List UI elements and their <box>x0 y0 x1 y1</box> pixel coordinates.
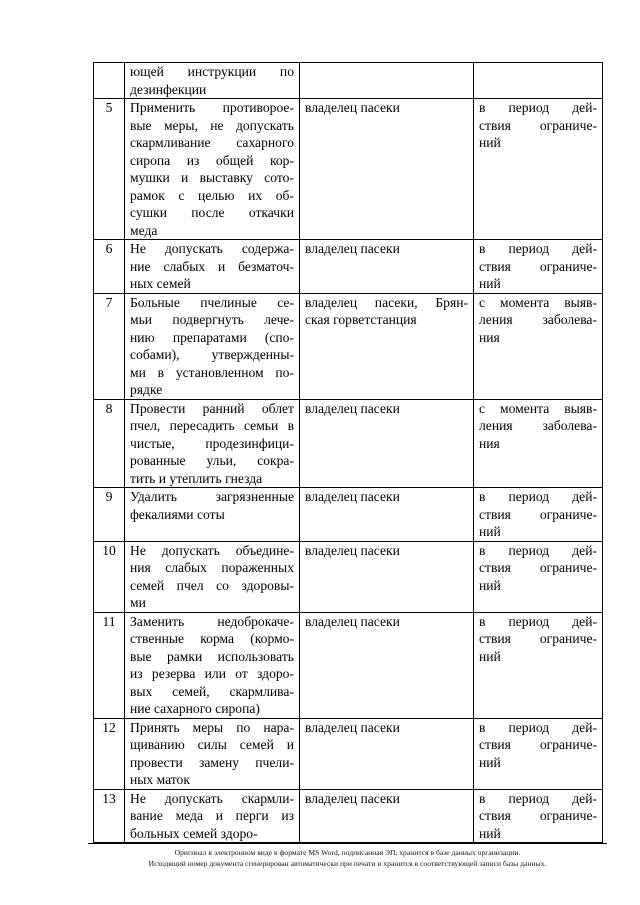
measure-line: дезинфекции <box>130 81 207 97</box>
measure-line: тить и утеплить гнезда <box>130 470 263 486</box>
measure-line: больных семей здоро- <box>130 825 258 841</box>
term-line: ления заболева- <box>479 312 597 327</box>
responsible-line: владелец пасеки <box>305 790 400 806</box>
measure-cell <box>125 63 300 99</box>
term-cell <box>474 293 603 399</box>
measure-line: ных семей <box>130 276 191 291</box>
measure-cell <box>125 718 300 789</box>
measure-cell <box>125 293 300 399</box>
measure-line: чистые, продезинфици- <box>130 435 294 451</box>
term-line: ний <box>479 135 501 150</box>
measure-line: ми <box>130 595 146 610</box>
responsible-cell <box>300 541 474 612</box>
term-cell <box>474 488 603 542</box>
footer-note-number: Исходящий номер документа сгенерирован автоматически при печати и хранится в соответствующей записи базы данных. <box>148 859 547 868</box>
term-cell <box>474 718 603 789</box>
term-line: ствия ограниче- <box>479 737 597 752</box>
term-line: ствия ограниче- <box>479 560 597 575</box>
responsible-cell <box>300 718 474 789</box>
measure-line: скармливание сахарного <box>130 135 294 150</box>
row-number: 12 <box>94 718 125 789</box>
row-number: 9 <box>94 488 125 542</box>
term-cell <box>474 612 603 718</box>
term-line: с момента выяв- <box>479 294 597 310</box>
table-row <box>94 789 603 843</box>
term-line: в период дей- <box>479 542 597 558</box>
measure-line: Применить противорое- <box>130 100 294 115</box>
measure-line: Удалить загрязненные <box>130 489 294 504</box>
measure-line: Принять меры по нара- <box>130 719 294 735</box>
measure-line: Не допускать объедине- <box>130 542 294 558</box>
measure-line: ных маток <box>130 772 190 787</box>
term-cell <box>474 240 603 294</box>
term-cell <box>474 789 603 843</box>
measure-line: вые рамки использовать <box>130 648 294 664</box>
term-line: ний <box>479 577 501 593</box>
term-line: в период дей- <box>479 241 597 256</box>
row-number: 13 <box>94 789 125 843</box>
term-line: ния <box>479 329 500 345</box>
responsible-cell <box>300 612 474 718</box>
term-line: ний <box>479 825 501 841</box>
measures-table <box>93 62 603 843</box>
measure-line: из резерва или от здоро- <box>130 666 294 681</box>
term-line: в период дей- <box>479 613 597 629</box>
measure-line: ми в установленном по- <box>130 364 294 380</box>
responsible-line: владелец пасеки <box>305 400 400 416</box>
measure-line: вание меда и перги из <box>130 808 294 823</box>
measure-line: вых семей, скармлива- <box>130 683 294 699</box>
measure-cell <box>125 99 300 240</box>
row-number: 11 <box>94 612 125 718</box>
measure-line: нию препаратами (спо- <box>130 329 294 345</box>
responsible-line: ская горветстанция <box>305 312 417 327</box>
row-number: 8 <box>94 399 125 488</box>
term-line: ний <box>479 524 501 539</box>
footer-divider <box>88 843 607 844</box>
measure-line: Провести ранний облет <box>130 400 294 416</box>
measure-cell <box>125 240 300 294</box>
measure-line: ние слабых и безматоч- <box>130 258 294 274</box>
measure-cell <box>125 612 300 718</box>
row-number: 10 <box>94 541 125 612</box>
measure-line: Больные пчелиные се- <box>130 294 294 310</box>
measure-line: щиванию силы семей и <box>130 737 294 752</box>
measure-cell <box>125 541 300 612</box>
measure-line: Не допускать скармли- <box>130 790 294 806</box>
row-number: 6 <box>94 240 125 294</box>
term-cell <box>474 399 603 488</box>
measures-table-body <box>94 63 603 843</box>
table-row <box>94 399 603 488</box>
table-row <box>94 718 603 789</box>
measure-line: Заменить недоброкаче- <box>130 613 294 629</box>
table-row <box>94 293 603 399</box>
term-line: в период дей- <box>479 100 597 115</box>
measure-cell <box>125 789 300 843</box>
measure-line: мьи подвергнуть лече- <box>130 312 294 327</box>
measure-line: Не допускать содержа- <box>130 241 294 256</box>
table-row <box>94 612 603 718</box>
table-row <box>94 541 603 612</box>
table-row <box>94 99 603 240</box>
responsible-cell <box>300 399 474 488</box>
term-cell <box>474 63 603 99</box>
measure-line: рованные ульи, сокра- <box>130 453 294 468</box>
responsible-line: владелец пасеки <box>305 489 400 504</box>
responsible-line: владелец пасеки <box>305 241 400 256</box>
measure-line: семей пчел со здоровы- <box>130 577 294 593</box>
responsible-line: владелец пасеки <box>305 719 400 735</box>
responsible-line: владелец пасеки, Брян- <box>305 294 468 310</box>
term-cell <box>474 541 603 612</box>
measure-line: пчел, пересадить семьи в <box>130 418 294 433</box>
measure-line: провести замену пчели- <box>130 754 294 770</box>
measure-cell <box>125 488 300 542</box>
term-line: ствия ограниче- <box>479 117 597 133</box>
table-row <box>94 63 603 99</box>
term-line: в период дей- <box>479 790 597 806</box>
responsible-cell <box>300 63 474 99</box>
term-line: ления заболева- <box>479 418 597 433</box>
row-number <box>94 63 125 99</box>
measure-line: фекалиями соты <box>130 506 225 522</box>
measure-line: сушки после откачки <box>130 205 294 220</box>
term-line: ствия ограниче- <box>479 808 597 823</box>
row-number: 5 <box>94 99 125 240</box>
measure-line: вые меры, не допускать <box>130 117 294 133</box>
responsible-cell <box>300 99 474 240</box>
table-row <box>94 488 603 542</box>
term-line: ствия ограниче- <box>479 258 597 274</box>
table-row <box>94 240 603 294</box>
measure-cell <box>125 399 300 488</box>
measure-line: ния слабых пораженных <box>130 560 294 575</box>
term-line: ния <box>479 435 500 451</box>
responsible-cell <box>300 488 474 542</box>
term-line: ний <box>479 648 501 664</box>
measure-line: ние сахарного сиропа) <box>130 701 260 716</box>
measure-line: собами), утвержденны- <box>130 347 294 362</box>
term-line: в период дей- <box>479 489 597 504</box>
term-line: в период дей- <box>479 719 597 735</box>
responsible-cell <box>300 240 474 294</box>
term-line: с момента выяв- <box>479 400 597 416</box>
term-cell <box>474 99 603 240</box>
term-line: ствия ограниче- <box>479 506 597 522</box>
term-line: ствия ограниче- <box>479 631 597 646</box>
measure-line: рамок с целью их об- <box>130 187 294 203</box>
responsible-cell <box>300 789 474 843</box>
term-line: ний <box>479 276 501 291</box>
measure-line: ственные корма (кормо- <box>130 631 294 646</box>
measure-line: меда <box>130 222 158 238</box>
responsible-line: владелец пасеки <box>305 542 400 558</box>
row-number: 7 <box>94 293 125 399</box>
responsible-line: владелец пасеки <box>305 100 400 115</box>
measure-line: ющей инструкции по <box>130 64 294 79</box>
responsible-cell <box>300 293 474 399</box>
measure-line: рядке <box>130 382 163 397</box>
footer-note-original: Оригинал в электронном виде в формате MS Word, подписанная ЭП, хранится в базе данных организации. <box>174 848 521 857</box>
measure-line: сиропа из общей кор- <box>130 152 294 168</box>
measure-line: мушки и выставку сото- <box>130 170 294 185</box>
term-line: ний <box>479 754 501 770</box>
responsible-line: владелец пасеки <box>305 613 400 629</box>
